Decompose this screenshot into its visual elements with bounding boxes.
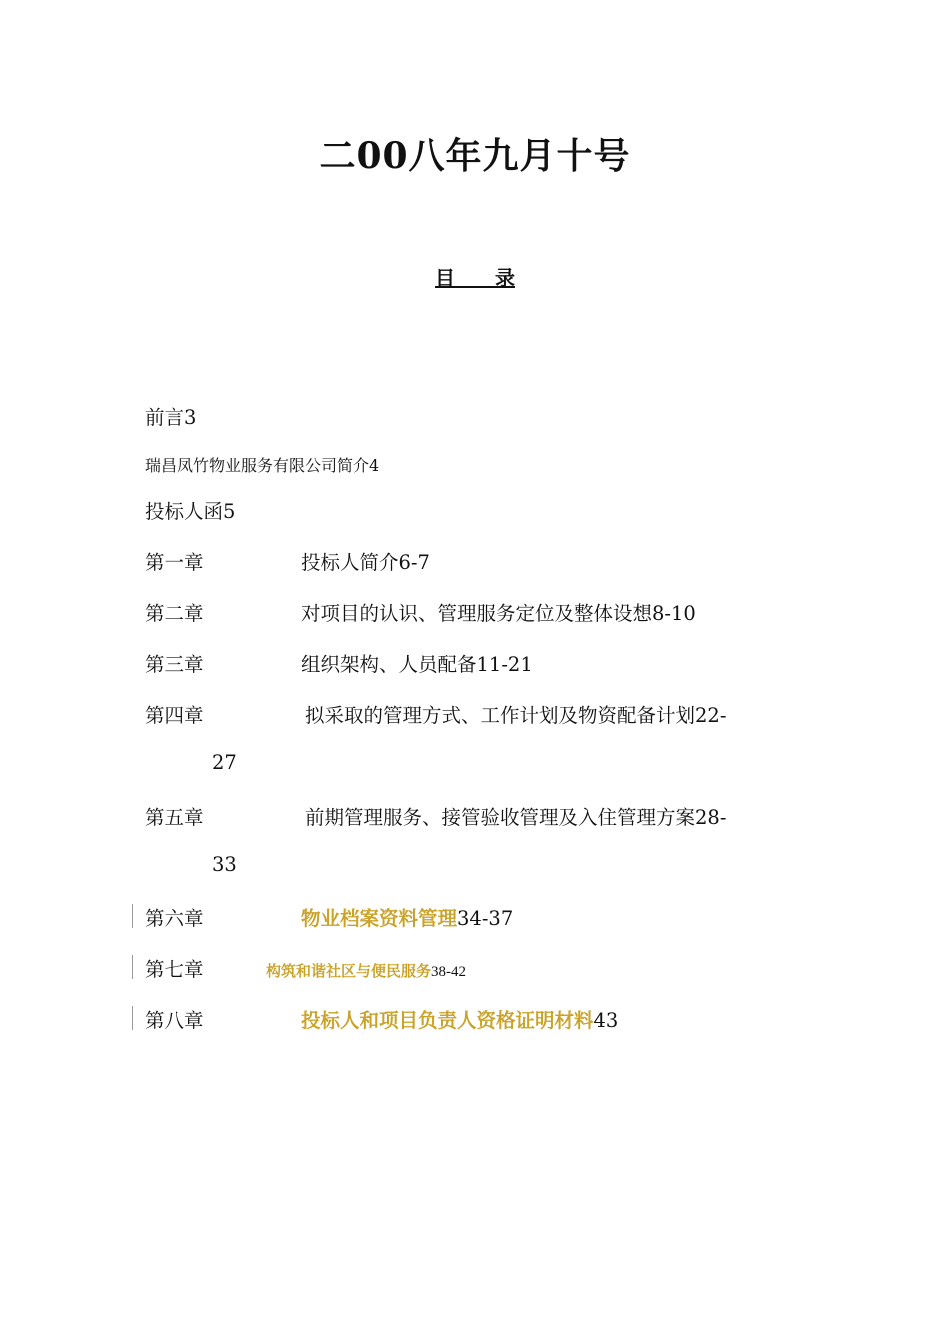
chapter-title: 对项目的认识、管理服务定位及整体设想 [301,602,653,625]
toc-heading [0,262,950,291]
change-bar [132,904,133,928]
chapter-number: 第七章 [145,958,204,981]
toc-entry-page: 4 [369,456,380,475]
toc-chapter-2 [145,598,696,626]
chapter-pages: 22- [695,704,727,727]
toc-entry-page: 5 [223,500,236,523]
toc-heading-text: 目 录 [435,266,515,290]
chapter-pages: 6-7 [398,551,430,574]
chapter-number: 第五章 [145,806,204,829]
toc-entry-label: 瑞昌凤竹物业服务有限公司简介 [145,456,370,475]
chapter-number: 第六章 [145,907,204,930]
chapter-pages: 28- [695,806,727,829]
chapter-number: 第三章 [145,653,204,676]
toc-chapter-8 [145,1005,618,1033]
toc-chapter-6 [145,903,513,931]
chapter-pages: 34-37 [457,907,514,930]
toc-entry-bid-letter [145,496,235,524]
toc-entry-label: 投标人函 [145,500,224,523]
chapter-pages: 11-21 [476,653,533,676]
toc-chapter-5 [145,802,726,830]
chapter-title: 拟采取的管理方式、工作计划及物资配备计划 [305,704,696,727]
chapter-number: 第四章 [145,704,204,727]
chapter-title: 组织架构、人员配备 [301,653,477,676]
chapter-title: 前期管理服务、接管验收管理及入住管理方案 [305,806,696,829]
toc-chapter-7 [145,954,466,982]
chapter-pages-continuation: 27 [212,751,237,774]
chapter-number: 第八章 [145,1009,204,1032]
toc-entry-page: 3 [184,406,197,429]
toc-entry-preface [145,402,196,430]
chapter-pages: 38-42 [431,964,467,980]
toc-chapter-4 [145,700,726,728]
chapter-title: 物业档案资料管理 [301,907,458,930]
chapter-number: 第一章 [145,551,204,574]
document-date-title: 二00八年九月十号 [319,135,631,177]
toc-entry-label: 前言 [145,406,185,429]
chapter-title: 投标人简介 [301,551,399,574]
toc-chapter-3 [145,649,533,677]
chapter-pages-continuation: 33 [212,853,237,876]
toc-entry-company-intro [145,453,379,476]
change-bar [132,1006,133,1030]
chapter-title: 构筑和谐社区与便民服务 [266,962,432,980]
change-bar [132,955,133,979]
chapter-pages: 8-10 [652,602,696,625]
chapter-title: 投标人和项目负责人资格证明材料 [301,1009,594,1032]
toc-chapter-1 [145,547,430,575]
chapter-number: 第二章 [145,602,204,625]
chapter-pages: 43 [593,1009,619,1032]
